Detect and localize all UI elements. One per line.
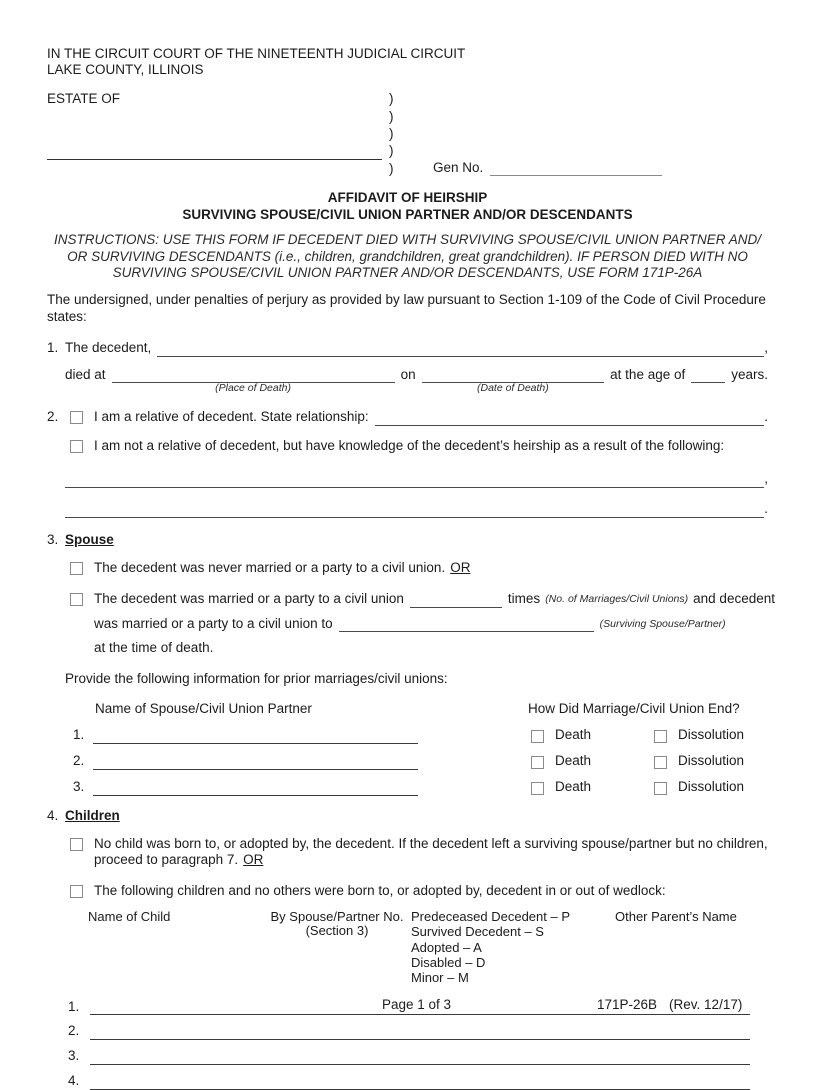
legend-disabled: Disabled – D: [411, 955, 486, 971]
caption-parentheses: [389, 91, 433, 177]
marriage-count-caption: (No. of Marriages/Civil Unions): [545, 593, 689, 606]
decedent-label: The decedent,: [65, 339, 152, 355]
following-children-text: The following children and no others were born to, or adopted by, decedent in or out of wedlock:: [94, 883, 666, 899]
married-text-3: at the time of death.: [94, 640, 214, 656]
paren-glyph: ): [389, 143, 394, 159]
gen-no-input-line[interactable]: [490, 162, 662, 176]
item-2-affiant: [47, 409, 768, 518]
row-number: 4.: [68, 1073, 80, 1089]
married-text-2: was married or a party to a civil union to: [94, 615, 333, 631]
age-line[interactable]: [691, 368, 725, 383]
paren-glyph: ): [389, 91, 394, 107]
row-number: 3.: [68, 1048, 80, 1064]
estate-of-section: [47, 91, 389, 177]
surviving-spouse-line[interactable]: [339, 617, 594, 632]
gen-no-label: Gen No.: [433, 159, 484, 175]
court-header: [47, 46, 768, 78]
legend-survived: Survived Decedent – S: [411, 924, 544, 940]
instructions-line1: INSTRUCTIONS: USE THIS FORM IF DECEDENT DIED WITH SURVIVING SPOUSE/CIVIL UNION PARTNER AND/: [53, 232, 762, 248]
child-row: [65, 1073, 750, 1090]
date-of-death-caption: (Date of Death): [476, 382, 549, 395]
times-label: times: [507, 590, 541, 606]
prior-spouse-name-line-1[interactable]: [93, 728, 418, 744]
marriage-end-column-header: How Did Marriage/Civil Union End?: [528, 701, 740, 717]
no-child-checkbox[interactable]: [70, 838, 83, 851]
instructions-block: [47, 232, 768, 281]
trailing-comma: ,: [764, 339, 768, 355]
paren-glyph: ): [389, 160, 394, 176]
other-parent-header: Other Parent’s Name: [615, 909, 737, 925]
legend-adopted: Adopted – A: [411, 939, 482, 955]
item-1-decedent: [47, 340, 768, 400]
legend-predeceased: Predeceased Decedent – P: [411, 909, 570, 925]
years-label: years.: [731, 366, 768, 382]
place-of-death-caption: (Place of Death): [215, 382, 291, 395]
row-number: 2.: [68, 1023, 80, 1039]
spouse-name-column-header: Name of Spouse/Civil Union Partner: [95, 701, 312, 717]
estate-of-label: ESTATE OF: [47, 91, 121, 107]
status-code-legend: [411, 910, 615, 986]
death-checkbox-1[interactable]: [531, 730, 544, 743]
perjury-statement: The undersigned, under penalties of perjury as provided by law pursuant to Section 1-109 of the Code of Civil Procedure states:: [47, 291, 766, 324]
provide-info-text: Provide the following information for prior marriages/civil unions:: [65, 671, 448, 687]
dissolution-checkbox-1[interactable]: [654, 730, 667, 743]
on-label: on: [400, 366, 416, 382]
decedent-name-line[interactable]: [157, 342, 764, 357]
form-number: 171P-26B: [597, 997, 658, 1012]
and-decedent-text: and decedent: [693, 590, 775, 606]
prior-spouse-row: [65, 753, 768, 770]
never-married-checkbox[interactable]: [70, 562, 83, 575]
was-married-checkbox[interactable]: [70, 593, 83, 606]
item-4-number: 4.: [47, 807, 59, 823]
knowledge-blank-line-2[interactable]: [65, 503, 764, 518]
decedent-name-caption-line[interactable]: [47, 159, 382, 160]
row-number: 3.: [73, 778, 85, 794]
no-child-text: No child was born to, or adopted by, the decedent. If the decedent left a surviving spouse/partner but no children, proceed to paragraph 7.: [94, 835, 768, 868]
dissolution-checkbox-3[interactable]: [654, 782, 667, 795]
child-entry-line-4[interactable]: [90, 1074, 750, 1090]
married-text-1: The decedent was married or a party to a civil union: [94, 590, 404, 606]
form-title-line1: AFFIDAVIT OF HEIRSHIP: [327, 190, 488, 206]
court-name-line2: LAKE COUNTY, ILLINOIS: [47, 62, 204, 78]
item-4-children: [47, 808, 768, 1090]
row-number: 2.: [73, 752, 85, 768]
by-spouse-header-line2: (Section 3): [305, 923, 369, 939]
prior-spouse-name-line-2[interactable]: [93, 754, 418, 770]
legend-minor: Minor – M: [411, 970, 469, 986]
instructions-line2: OR SURVIVING DESCENDANTS (i.e., children, grandchildren, great grandchildren). IF PERSON DIED WITH NO: [67, 248, 748, 264]
not-relative-text: I am not a relative of decedent, but have knowledge of the decedent’s heirship as a result of the following:: [94, 438, 725, 454]
revision-date: (Rev. 12/17): [669, 997, 743, 1012]
or-connector: OR: [243, 852, 264, 868]
prior-spouse-row: [65, 779, 768, 796]
paren-glyph: ): [389, 125, 394, 141]
knowledge-blank-line-1[interactable]: [65, 473, 764, 488]
death-checkbox-3[interactable]: [531, 782, 544, 795]
gen-no-section: [433, 91, 768, 177]
page-indicator: Page 1 of 3: [382, 997, 452, 1012]
children-table-header: [65, 910, 768, 986]
surviving-spouse-caption: (Surviving Spouse/Partner): [599, 618, 726, 631]
dissolution-checkbox-2[interactable]: [654, 756, 667, 769]
relative-text: I am a relative of decedent. State relationship:: [94, 409, 369, 425]
death-label: Death: [555, 727, 592, 742]
never-married-text: The decedent was never married or a party to a civil union.: [94, 559, 446, 575]
form-number-footer: [597, 997, 742, 1014]
died-at-label: died at: [65, 366, 106, 382]
place-of-death-line[interactable]: [112, 368, 395, 395]
instructions-line3: SURVIVING SPOUSE/CIVIL UNION PARTNER AND/OR DESCENDANTS, USE FORM 171P-26A: [112, 264, 703, 280]
blank1-punct: ,: [764, 471, 768, 487]
child-row: [65, 1023, 750, 1040]
dissolution-label: Dissolution: [678, 778, 745, 794]
relative-period: .: [764, 409, 768, 425]
paren-glyph: ): [389, 108, 394, 124]
row-number: 1.: [73, 727, 85, 742]
case-caption-block: [47, 91, 768, 177]
blank2-punct: .: [764, 501, 768, 516]
item-3-spouse: [47, 531, 775, 796]
child-entry-line-2[interactable]: [90, 1024, 750, 1040]
child-row: [65, 1048, 750, 1065]
spouse-heading: Spouse: [65, 531, 114, 547]
court-name-line1: IN THE CIRCUIT COURT OF THE NINETEENTH JUDICIAL CIRCUIT: [47, 46, 466, 61]
name-of-child-header: Name of Child: [88, 909, 171, 925]
age-label: at the age of: [610, 366, 686, 382]
child-entry-line-3[interactable]: [90, 1049, 750, 1065]
marriage-count-line[interactable]: [410, 593, 502, 608]
item-3-number: 3.: [47, 531, 59, 547]
following-children-checkbox[interactable]: [70, 885, 83, 898]
row-number: 1.: [68, 998, 80, 1014]
death-label: Death: [555, 752, 592, 768]
by-spouse-header-line1: By Spouse/Partner No.: [270, 909, 404, 925]
or-connector: OR: [450, 559, 471, 575]
prior-spouse-row: [65, 727, 768, 744]
dissolution-label: Dissolution: [678, 752, 745, 768]
relationship-line[interactable]: [375, 411, 765, 426]
date-of-death-line[interactable]: [422, 368, 605, 395]
prior-spouse-name-line-3[interactable]: [93, 780, 418, 796]
item-2-number: 2.: [47, 409, 59, 425]
not-relative-checkbox[interactable]: [70, 440, 83, 453]
relative-checkbox[interactable]: [70, 411, 83, 424]
form-title: [47, 190, 768, 223]
dissolution-label: Dissolution: [678, 727, 745, 742]
form-title-line2: SURVIVING SPOUSE/CIVIL UNION PARTNER AND/OR DESCENDANTS: [182, 206, 633, 222]
by-spouse-header: [263, 910, 411, 986]
death-label: Death: [555, 778, 592, 794]
item-1-number: 1.: [47, 339, 59, 355]
death-checkbox-2[interactable]: [531, 756, 544, 769]
children-heading: Children: [65, 807, 120, 823]
